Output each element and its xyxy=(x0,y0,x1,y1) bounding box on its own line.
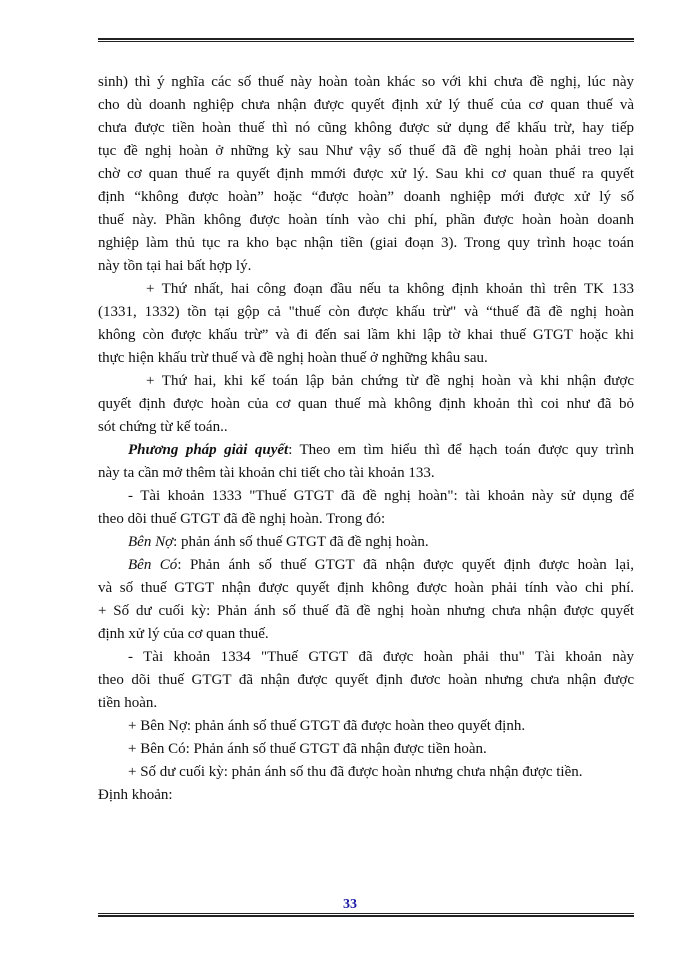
paragraph-solution xyxy=(98,439,634,485)
paragraph-account-1334 xyxy=(98,646,634,715)
footer-rule xyxy=(98,913,634,917)
text-line: quyết định được hoàn của cơ quan thuế mà không định khoản thì coi như đã bỏ xyxy=(98,396,634,412)
text-line: thuế này. Phần không được hoàn tính vào chi phí, phần được hoàn hoàn doanh xyxy=(98,212,634,228)
text-line: sinh) thì ý nghĩa các số thuế này hoàn toàn khác so với khi chưa đề nghị, lúc này xyxy=(98,74,634,90)
page-number: 33 xyxy=(343,897,357,912)
debit-label: Bên Nợ xyxy=(128,534,174,550)
text-line: sót chứng từ kế toán.. xyxy=(98,419,228,435)
text-line: định “không được hoàn” hoặc “được hoàn” doanh nghiệp mới được xử lý số xyxy=(98,189,634,205)
text-line: + Bên Nợ: phản ánh số thuế GTGT đã được hoàn theo quyết định. xyxy=(128,718,526,734)
credit-label: Bên Có xyxy=(128,557,178,573)
text-line: Định khoản: xyxy=(98,787,173,803)
text-line: cho dù doanh nghiệp chưa nhận được quyết định xử lý thuế của cơ quan thuế và xyxy=(98,97,634,113)
text-line: không còn được khấu trừ” và đi đến sai lầm khi lập tờ khai thuế GTGT hoặc khi xyxy=(98,327,634,343)
text-line: - Tài khoản 1334 "Thuế GTGT đã được hoàn phải thu" Tài khoản này xyxy=(128,649,634,665)
paragraph-second-issue xyxy=(98,370,634,439)
text-line: và số thuế GTGT nhận được quyết định không được hoàn phải tính vào chi phí. xyxy=(98,580,634,596)
document-body xyxy=(98,71,634,807)
paragraph-first-issue xyxy=(98,278,634,370)
text-line: thực hiện khấu trừ thuế và đề nghị hoàn thuế ở nghững khâu sau. xyxy=(98,350,488,366)
text-line: tiền hoàn. xyxy=(98,695,158,711)
text-line: + Số dư cuối kỳ: Phản ánh số thuế đã đề nghị hoàn nhưng chưa nhận được quyết xyxy=(98,603,634,619)
text-line: chờ cơ quan thuế ra quyết định mmới được xử lý. Sau khi cơ quan thuế ra quyết xyxy=(98,166,634,182)
text-line: + Bên Có: Phản ánh số thuế GTGT đã nhận được tiền hoàn. xyxy=(128,741,487,757)
paragraph-account-1333 xyxy=(98,485,634,531)
paragraph-intro xyxy=(98,71,634,278)
text-line: Bên Nợ: phản ánh số thuế GTGT đã đề nghị hoàn. xyxy=(128,534,429,550)
text-line: chưa được tiền hoàn thuế thì nó cũng không được sử dụng để khấu trừ, hay tiếp xyxy=(98,120,634,136)
text-line: này ta cần mở thêm tài khoản chi tiết cho tài khoản 133. xyxy=(98,465,435,481)
paragraph-debit-1333 xyxy=(98,531,634,554)
text-line: Phương pháp giải quyết: Theo em tìm hiểu thì để hạch toán được quy trình xyxy=(128,442,634,458)
text-line: định xử lý của cơ quan thuế. xyxy=(98,626,269,642)
text-line: + Thứ hai, khi kế toán lập bản chứng từ đề nghị hoàn và khi nhận được xyxy=(146,373,634,389)
header-rule xyxy=(98,38,634,42)
text-line: - Tài khoản 1333 "Thuế GTGT đã đề nghị hoàn": tài khoản này sử dụng để xyxy=(128,488,634,504)
paragraph-credit-1333 xyxy=(98,554,634,646)
text-line: theo dõi thuế GTGT đã đề nghị hoàn. Trong đó: xyxy=(98,511,386,527)
text-line: (1331, 1332) tồn tại gộp cả "thuế còn được khấu trừ" và “thuế đã đề nghị hoàn xyxy=(98,304,634,320)
text-line: + Thứ nhất, hai công đoạn đầu nếu ta không định khoản thì trên TK 133 xyxy=(146,281,634,297)
solution-heading: Phương pháp giải quyết xyxy=(128,442,289,458)
text-line: Bên Có: Phản ánh số thuế GTGT đã nhận được quyết định được hoàn lại, xyxy=(128,557,634,573)
text-line: nghiệp làm thủ tục ra kho bạc nhận tiền (giai đoạn 3). Trong quy trình hoạc toán xyxy=(98,235,634,251)
paragraph-1334-details xyxy=(98,715,634,807)
text-line: theo dõi thuế GTGT đã nhận được quyết định đươc hoàn nhưng chưa nhận được xyxy=(98,672,634,688)
text-line: tục đề nghị hoàn ở những kỳ sau Như vậy số thuế đã đề nghị hoàn phải treo lại xyxy=(98,143,634,159)
text-line: + Số dư cuối kỳ: phản ánh số thu đã được hoàn nhưng chưa nhận được tiền. xyxy=(128,764,583,780)
text-line: này tồn tại hai bất hợp lý. xyxy=(98,258,252,274)
